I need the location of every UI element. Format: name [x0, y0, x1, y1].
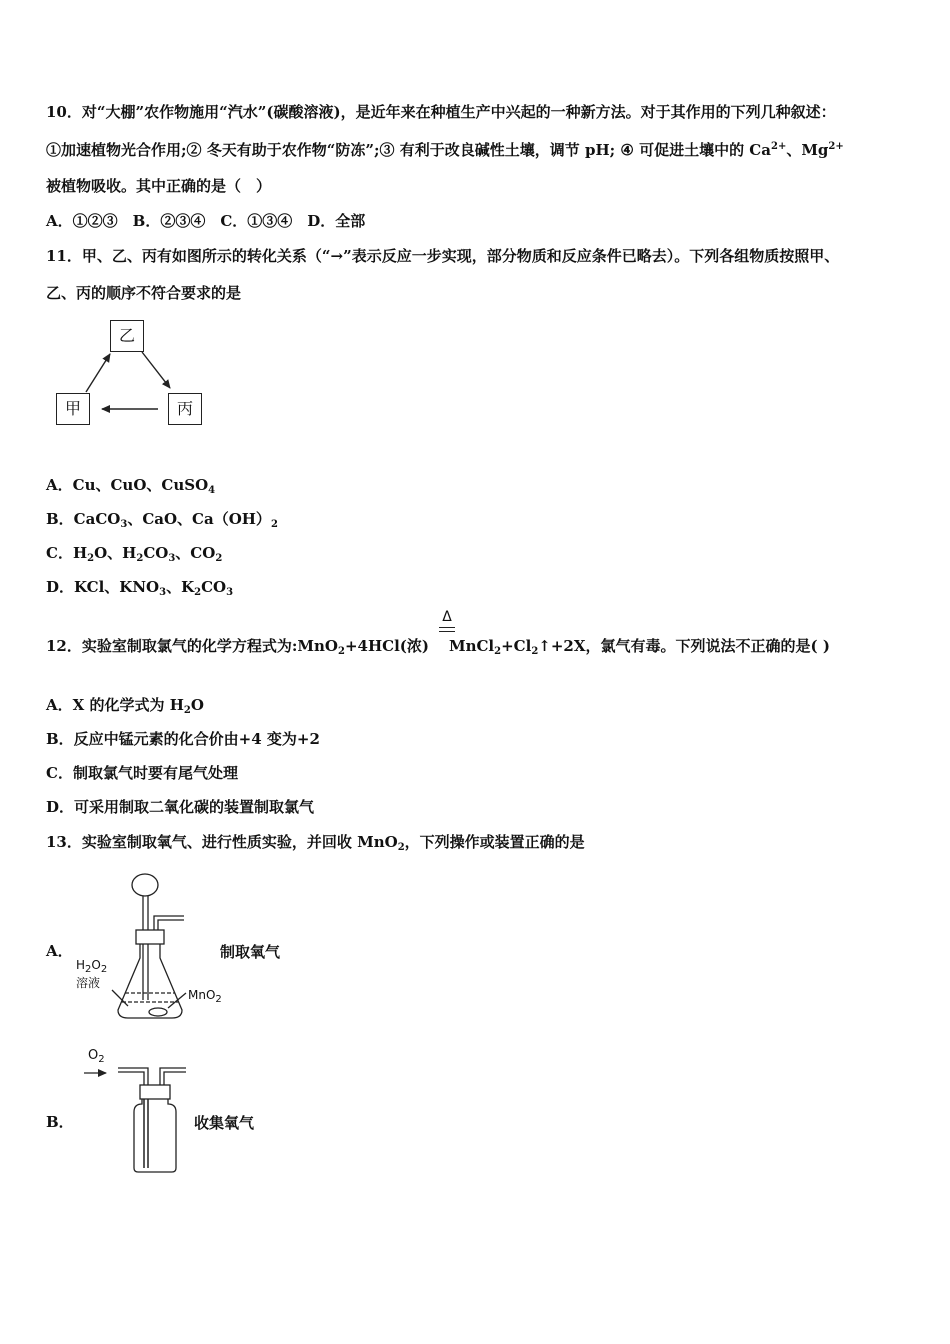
node-bing: 丙	[168, 393, 202, 425]
q10-stem-line3: 被植物吸收。其中正确的是（ ）	[46, 177, 272, 195]
q12-option-b: B．反应中锰元素的化合价由+4 变为+2	[46, 730, 320, 748]
q12-stem: 12．实验室制取氯气的化学方程式为:MnO$_2$+4HCl(浓) $MnCl_2+Cl_2↑+2X$，氯气有毒。下列说法不正确的是( )	[46, 637, 830, 657]
q11-option-c: C．$H_2O$、$H_2CO_3$、$CO_2$	[46, 544, 223, 564]
q11-stem-line1: 11．甲、乙、丙有如图所示的转化关系（“→”表示反应一步实现，部分物质和反应条件已略去）。下列各组物质按照甲、	[46, 247, 840, 265]
heating-condition: Δ	[439, 610, 455, 632]
o2-label: $O_2$	[88, 1048, 105, 1065]
q12-option-c: C．制取氯气时要有尾气处理	[46, 764, 238, 782]
q13-option-a-label: A．	[46, 942, 73, 960]
solution-label: 溶液	[76, 976, 101, 990]
q13-option-b-label: B．	[46, 1113, 74, 1131]
q10-options: A．①②③ B．②③④ C．①③④ D．全部	[46, 212, 366, 230]
q10-stem-line1: 10．对“大棚”农作物施用“汽水”(碳酸溶液)，是近年来在种植生产中兴起的一种新方法。对于其作用的下列几种叙述：	[46, 103, 836, 121]
q11-stem-line2: 乙、丙的顺序不符合要求的是	[46, 284, 242, 302]
q10-stem-line2: ①加速植物光合作用;② 冬天有助于农作物“防冻”;③ 有利于改良碱性土壤，调节 pH; ④ 可促进土壤中的 $Ca^{2+}$、$Mg^{2+}$	[46, 141, 844, 159]
q13-stem: 13．实验室制取氧气、进行性质实验，并回收 MnO$_2$，下列操作或装置正确的是	[46, 833, 585, 853]
node-yi: 乙	[110, 320, 144, 352]
mno2-label: MnO$_2$	[188, 988, 222, 1005]
q11-option-d: D．KCl、$KNO_3$、$K_2CO_3$	[46, 578, 234, 598]
q13-option-b-caption: 收集氧气	[194, 1114, 255, 1132]
q12-option-d: D．可采用制取二氧化碳的装置制取氯气	[46, 798, 315, 816]
q11-option-b: B．CaCO$_3$、CaO、$Ca(OH)_2$	[46, 510, 278, 530]
q12-option-a: A．X 的化学式为 $H_2O$	[46, 696, 204, 716]
q13-option-a-caption: 制取氧气	[220, 943, 281, 961]
h2o2-label: $H_2O_2$	[76, 958, 108, 975]
q11-option-a: A．Cu、CuO、CuSO$_4$	[46, 476, 216, 496]
node-jia: 甲	[56, 393, 90, 425]
